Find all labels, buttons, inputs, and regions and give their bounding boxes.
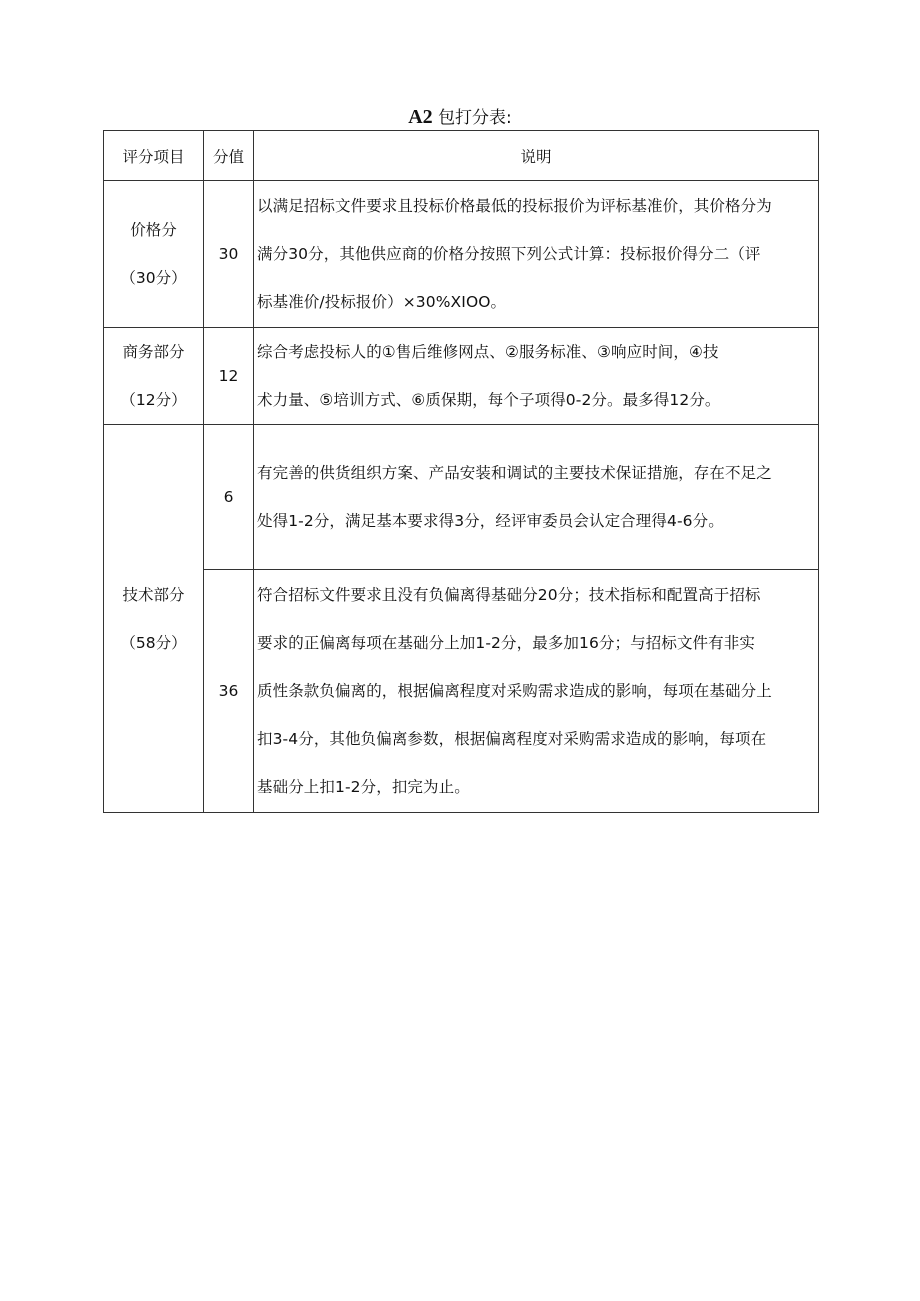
item-price-points: （30分） xyxy=(120,269,187,287)
title-prefix: A2 xyxy=(408,106,433,128)
desc-business xyxy=(254,328,819,425)
item-business-points: （12分） xyxy=(120,391,187,409)
desc-price-line: 标基准价/投标报价）×30%XIOO。 xyxy=(257,293,507,311)
item-price-name: 价格分 xyxy=(130,221,177,239)
desc-price-line: 以满足招标文件要求且投标价格最低的投标报价为评标基准价，其价格分为 xyxy=(257,197,772,215)
desc-business-line: 综合考虑投标人的①售后维修网点、②服务标准、③响应时间，④技 xyxy=(257,343,719,361)
desc-technical-1-line: 有完善的供货组织方案、产品安装和调试的主要技术保证措施，存在不足之 xyxy=(257,464,772,482)
header-item: 评分项目 xyxy=(104,131,204,181)
header-score: 分值 xyxy=(204,131,254,181)
scoring-table xyxy=(103,130,819,813)
table-row-price xyxy=(104,181,819,328)
desc-technical-2-line: 基础分上扣1-2分，扣完为止。 xyxy=(257,778,470,796)
desc-price xyxy=(254,181,819,328)
desc-price-line: 满分30分，其他供应商的价格分按照下列公式计算：投标报价得分二（评 xyxy=(257,245,761,263)
score-technical-2: 36 xyxy=(204,570,254,813)
table-row-technical-1 xyxy=(104,425,819,570)
desc-technical-1-line: 处得1-2分，满足基本要求得3分，经评审委员会认定合理得4-6分。 xyxy=(257,512,724,530)
page-title xyxy=(0,104,920,131)
table-header-row xyxy=(104,131,819,181)
score-business: 12 xyxy=(204,328,254,425)
item-business xyxy=(104,328,204,425)
item-price xyxy=(104,181,204,328)
desc-technical-2-line: 要求的正偏离每项在基础分上加1-2分，最多加16分；与招标文件有非实 xyxy=(257,634,755,652)
item-technical-name: 技术部分 xyxy=(122,585,185,604)
score-technical-1: 6 xyxy=(204,425,254,570)
score-price: 30 xyxy=(204,181,254,328)
item-technical xyxy=(104,425,204,813)
item-business-name: 商务部分 xyxy=(122,343,185,361)
desc-technical-2-line: 符合招标文件要求且没有负偏离得基础分20分；技术指标和配置高于招标 xyxy=(257,586,761,604)
table-row-technical-2 xyxy=(104,570,819,813)
title-text: 包打分表: xyxy=(438,108,512,128)
desc-technical-1 xyxy=(254,425,819,570)
desc-business-line: 术力量、⑤培训方式、⑥质保期，每个子项得0-2分。最多得12分。 xyxy=(257,391,721,409)
item-technical-points: （58分） xyxy=(120,633,187,652)
desc-technical-2-line: 扣3-4分，其他负偏离参数，根据偏离程度对采购需求造成的影响，每项在 xyxy=(257,730,767,748)
header-desc: 说明 xyxy=(254,131,819,181)
table-row-business xyxy=(104,328,819,425)
desc-technical-2-line: 质性条款负偏离的，根据偏离程度对采购需求造成的影响，每项在基础分上 xyxy=(257,682,772,700)
desc-technical-2 xyxy=(254,570,819,813)
